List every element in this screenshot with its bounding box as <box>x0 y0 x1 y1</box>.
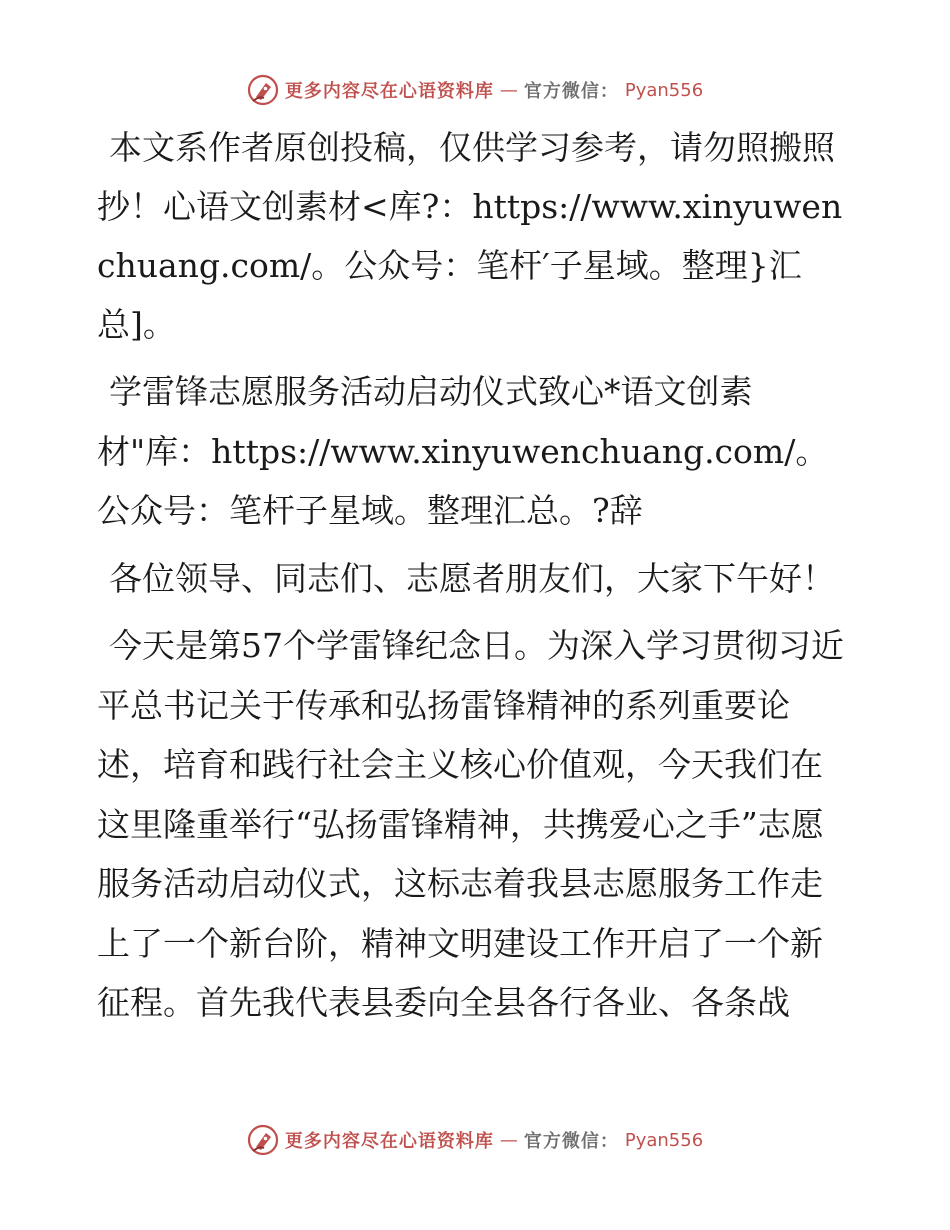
pen-nib-logo-icon <box>247 1124 279 1156</box>
watermark-wechat-id: Pyan556 <box>624 79 704 101</box>
watermark-site-text: 更多内容尽在心语资料库 <box>284 1131 494 1152</box>
watermark-separator: — <box>499 1129 518 1151</box>
watermark-wechat-label: 官方微信： <box>523 81 619 102</box>
header-watermark <box>0 70 950 110</box>
document-body <box>97 118 853 1041</box>
watermark-wechat-label: 官方微信： <box>523 1131 619 1152</box>
watermark-site-text: 更多内容尽在心语资料库 <box>284 81 494 102</box>
paragraph-title: 学雷锋志愿服务活动启动仪式致心*语文创素材"库：https://www.xinyuwenchuang.com/。公众号：笔杆子星域。整理汇总。?辞 <box>97 372 829 530</box>
pen-nib-logo-icon <box>247 74 279 106</box>
paragraph-body: 今天是第57个学雷锋纪念日。为深入学习贯彻习近平总书记关于传承和弘扬雷锋精神的系列重要论述，培育和践行社会主义核心价值观，今天我们在这里隆重举行“弘扬雷锋精神，共携爱心之手”志愿服务活动启动仪式，这标志着我县志愿服务工作走上了一个新台阶，精神文明建设工作开启了一个新征程。首先我代表县委向全县各行各业、各条战 <box>97 626 844 1022</box>
watermark-wechat-id: Pyan556 <box>624 1129 704 1151</box>
footer-watermark <box>0 1120 950 1160</box>
paragraph-disclaimer: 本文系作者原创投稿，仅供学习参考，请勿照搬照抄！心语文创素材<库?：https://www.xinyuwenchuang.com/。公众号：笔杆′子星域。整理}汇总]。 <box>97 128 843 344</box>
watermark-separator: — <box>499 79 518 101</box>
paragraph-greeting: 各位领导、同志们、志愿者朋友们，大家下午好！ <box>109 558 835 598</box>
